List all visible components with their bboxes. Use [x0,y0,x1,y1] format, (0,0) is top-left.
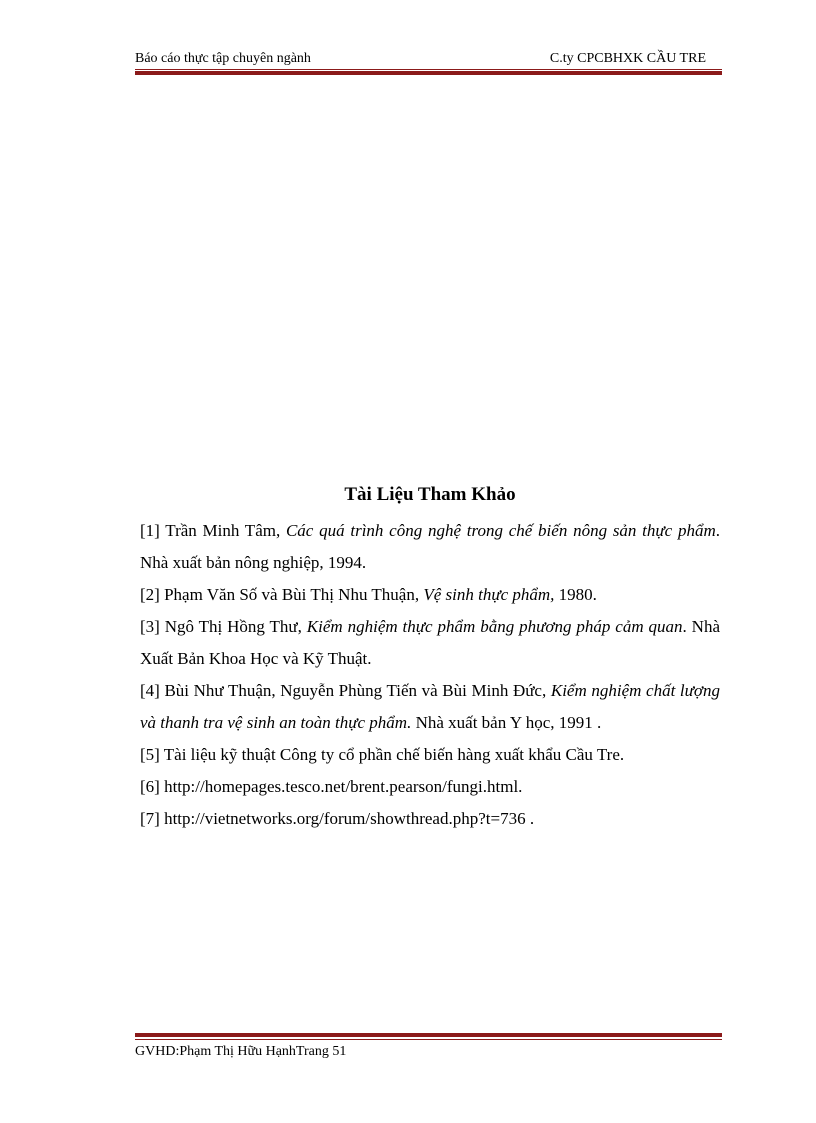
reference-number: [1] [140,521,160,540]
header-rule-thick [135,71,722,75]
reference-rest: . Nhà Xuất Bản Khoa Học và Kỹ Thuật. [140,617,720,668]
reference-title: Vệ sinh thực phẩm, [423,585,555,604]
reference-list [140,515,720,835]
reference-number: [7] [140,809,160,828]
reference-author: Trần Minh Tâm, [165,521,286,540]
reference-link[interactable]: http://homepages.tesco.net/brent.pearson/fungi.html. [164,777,523,796]
footer-rule-thin [135,1039,722,1040]
page-title: Tài Liệu Tham Khảo [344,484,516,505]
reference-title: Kiểm nghiệm thực phẩm bằng phương pháp cảm quan [306,617,683,636]
reference-rest: . Nhà xuất bản nông nghiệp, 1994. [140,521,720,572]
reference-item [140,739,720,771]
reference-author: Ngô Thị Hồng Thư, [164,617,307,636]
reference-title: Các quá trình công nghệ trong chế biến nông sản thực phẩm [285,521,716,540]
reference-item [140,803,720,835]
reference-item [140,771,720,803]
reference-rest: Nhà xuất bản Y học, 1991 . [411,713,602,732]
reference-number: [3] [140,617,160,636]
page-header [135,49,722,69]
reference-item [140,611,720,675]
header-rule-thin [135,69,722,70]
reference-item [140,675,720,739]
reference-number: [4] [140,681,160,700]
reference-item [140,515,720,579]
reference-title: Kiểm nghiệm chất lượng và thanh tra vệ sinh an toàn thực phẩm. [140,681,720,732]
header-right-text: C.ty CPCBHXK CẦU TRE [549,51,706,66]
footer-rule-thick [135,1033,722,1037]
reference-number: [2] [140,585,160,604]
reference-author: Phạm Văn Số và Bùi Thị Nhu Thuận, [164,585,424,604]
reference-author: Tài liệu kỹ thuật Công ty cổ phần chế biến hàng xuất khẩu Cầu Tre. [163,745,625,764]
reference-link[interactable]: http://vietnetworks.org/forum/showthread.php?t=736 . [164,809,535,828]
header-left-text: Báo cáo thực tập chuyên ngành [135,51,311,66]
reference-rest: 1980. [554,585,597,604]
reference-item [140,579,720,611]
reference-author: Bùi Như Thuận, Nguyễn Phùng Tiến và Bùi Minh Đức, [164,681,551,700]
page-footer: GVHD:Phạm Thị Hữu HạnhTrang 51 [135,1044,347,1059]
reference-number: [5] [140,745,160,764]
reference-number: [6] [140,777,160,796]
